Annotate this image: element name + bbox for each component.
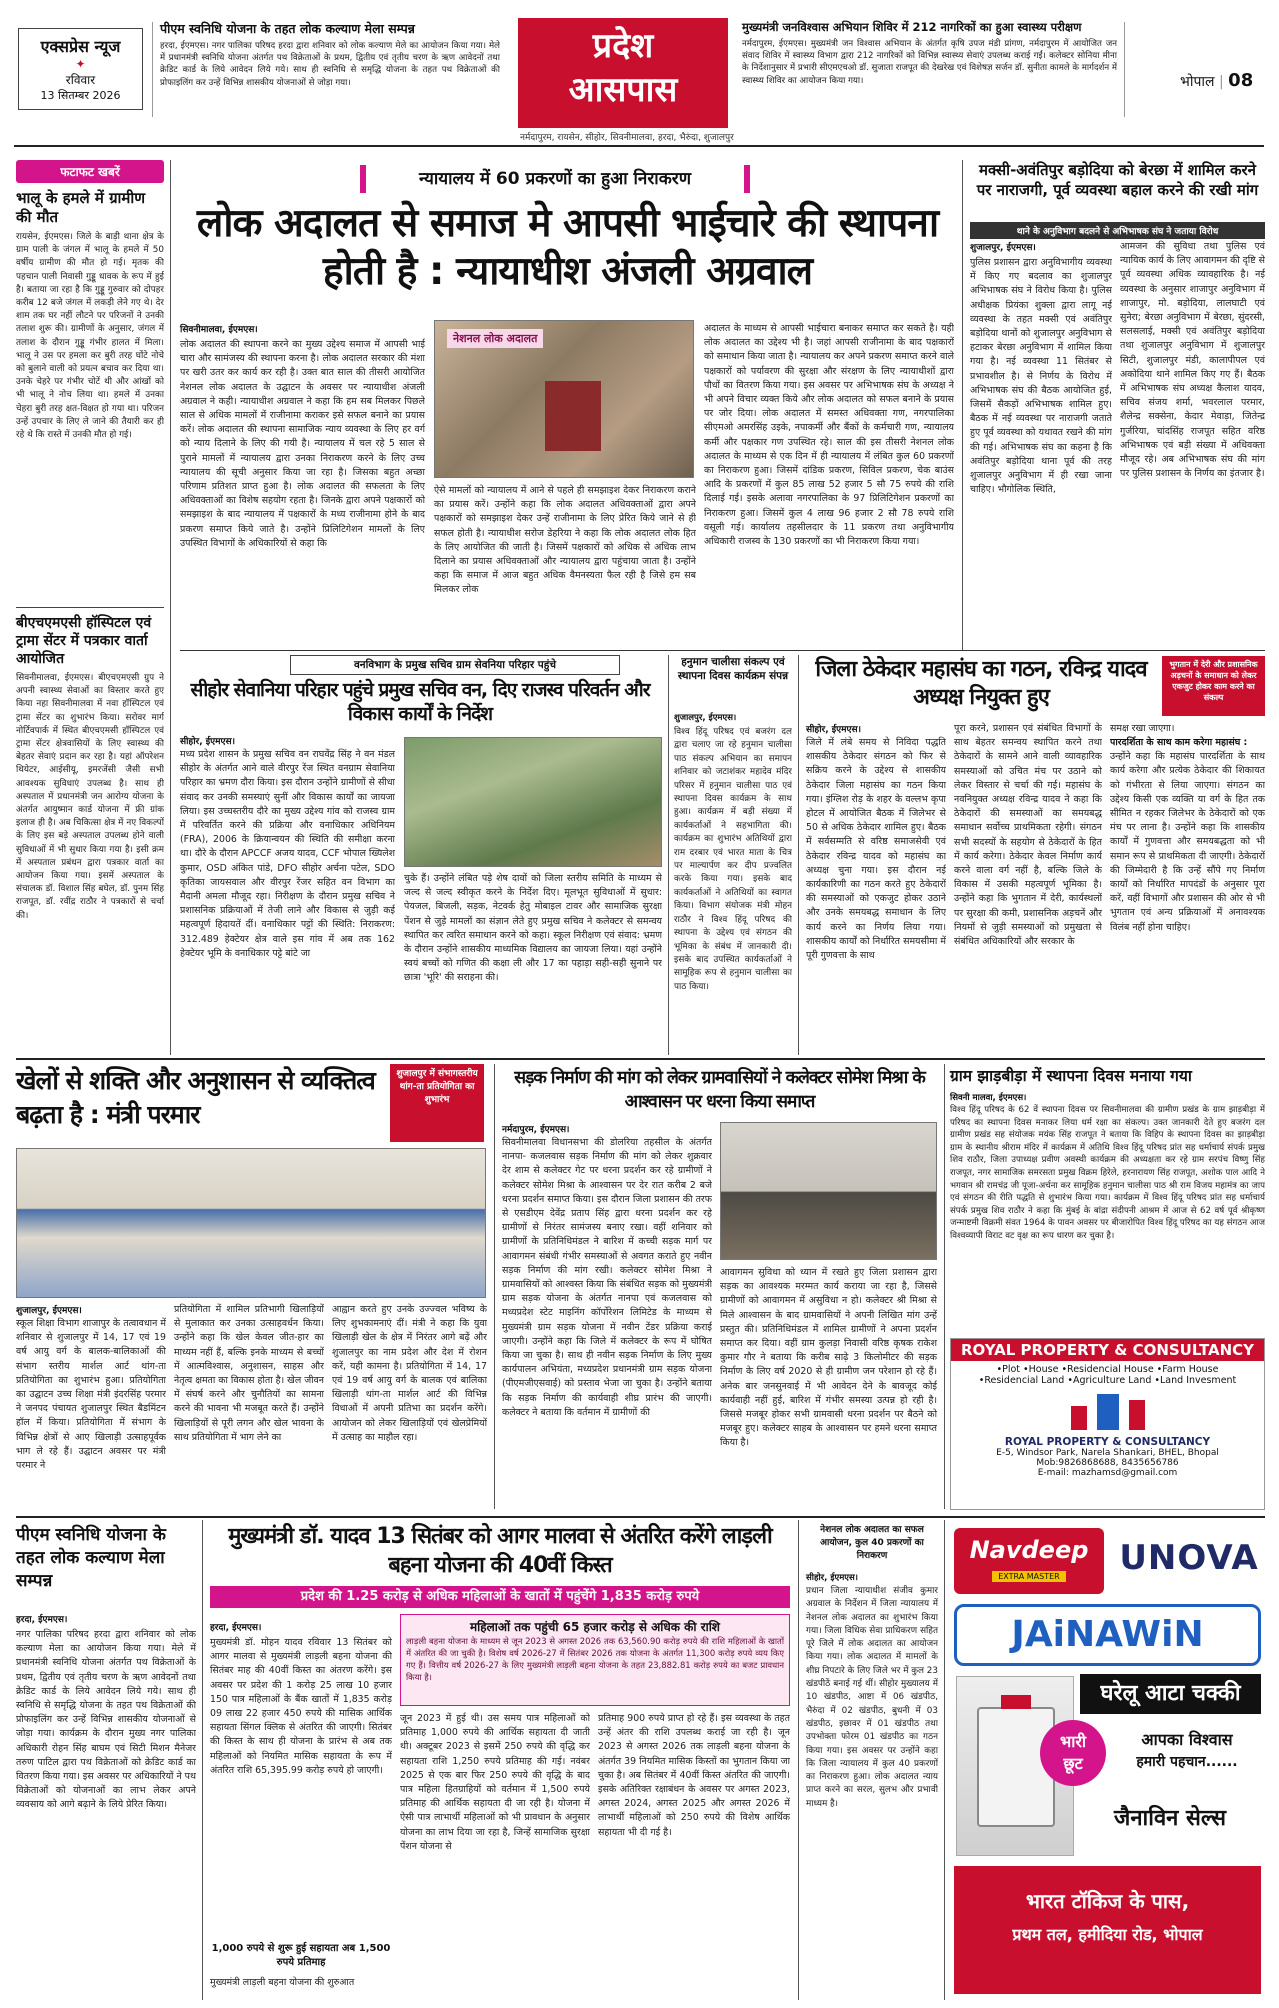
- khel-headline[interactable]: खेलों से शक्ति और अनुशासन से व्यक्तित्व बढ़ता है : मंत्री परमार: [16, 1066, 375, 1129]
- svanidhi-text: नगर पालिका परिषद हरदा द्वारा शनिवार को लोक कल्याण मेला का आयोजन किया गया। मेले में प्रधानमंत्री स्वनिधि योजना अंतर्गत पथ विक्रेताओं के प्रथम, द्वितीय एवं तृतीय चरण के ऋण आवेदनों तथा क्रेडिट कार्ड के लिये आवेदन लिये गये। साथ ही स्वनिधि से समृद्धि योजना के तहत पथ विक्रेताओं की प्रोफाइलिंग कर उन्हें विभिन्न शासकीय योजनाओं से जोड़ा गया। कार्यक्रम के दौरान मुख्य नगर पालिका अधिकारी रोहन सिंह बाघम एवं सिटी मिशन मैनेजर तरुण पाटिल द्वारा पथ विक्रेताओं को क्रेडिट कार्ड का वितरण किया गया। इस अवसर पर अधिकारियों ने पथ विक्रेताओं को योजनाओं का लाभ लेकर अपने व्यवसाय को आगे बढ़ाने के लिये प्रेरित किया।: [16, 1629, 196, 1811]
- lokadalat-kicker[interactable]: नेशनल लोक अदालत का सफल आयोजन, कुल 40 प्रकरणों का निराकरण: [820, 1525, 924, 1561]
- lokadalat-text: प्रधान जिला न्यायाधीश संजीव कुमार अग्रवाल के निर्देशन में जिला न्यायालय में नेशनल लोक अदालत का शुभारंभ किया गया। जिला विधिक सेवा प्राधिकरण सहित पूरे जिले में लोक अदालत का आयोजन किया गया। लोक अदालत में मामलों के शीघ्र निपटारे के लिए जिले भर में कुल 23 खंडपीठें बनाई गई थीं। सीहोर मुख्यालय में 10 खंडपीठ, आष्टा में 06 खंडपीठ, भैरुंदा में 02 खंडपीठ, बुधनी में 03 खंडपीठ, इछावर में 01 खंडपीठ तथा उपभोक्ता फोरम 01 खंडपीठ का गठन किया गया। इस अवसर पर उन्होंने कहा कि जिला न्यायालय में कुल 40 प्रकरणों का निराकरण हुआ। लोक अदालत न्याय प्राप्त करने का सरल, सुलभ और प्रभावी माध्यम है।: [806, 1586, 938, 1809]
- thekedar-col3-intro: समक्ष रखा जाएगा।: [1110, 723, 1175, 734]
- lead-kicker-text: न्यायालय में 60 प्रकरणों का हुआ निराकरण: [419, 169, 691, 189]
- ladli-highlight: [400, 1614, 790, 1706]
- ladli-col3: प्रतिमाह 900 रुपये प्राप्त हो रहे हैं। इस व्यवस्था के तहत उन्हें अंतर की राशि उपलब्ध कराई जा रही है। जून 2023 से अगस्त 2026 तक लाड़ली बहना योजना के अंतर्गत 39 नियमित मासिक किस्तों का भुगतान किया जा चुका है। अब सितंबर में 40वीं किस्त अंतरित की जाएगी। इसके अतिरिक्त रक्षाबंधन के अवसर पर अगस्त 2023, अगस्त 2024, अगस्त 2025 और अगस्त 2026 में लाभार्थी महिलाओं को 250 रुपये की विशेष आर्थिक सहायता भी दी गई है।: [598, 1713, 790, 1838]
- jhadbeeda-headline[interactable]: ग्राम झाड़बीड़ा में स्थापना दिवस मनाया गया: [950, 1067, 1192, 1085]
- masthead-brand: [18, 28, 143, 110]
- sadak-col1: सिवनीमालवा विधानसभा की डोलरिया तहसील के अंतर्गत नानपा- कजलवास सड़क निर्माण की मांग को लेकर शुक्रवार देर शाम से कलेक्टर गेट पर धरना प्रदर्शन कर रहे ग्रामीणों ने कलेक्टर सोमेश मिश्रा के आश्वासन पर देर रात करीब 2 बजे धरना प्रदर्शन समाप्त किया। इस दौरान जिला प्रशासन की तरफ से एसडीएम देवेंद्र प्रताप सिंह द्वारा धरना प्रदर्शन कर रहे ग्रामीणों से निरंतर सामंजस्य बनाए रखा। वहीं शनिवार को ग्रामीणों के प्रतिनिधिमंडल ने बारिश में कच्ची सड़क मार्ग पर आवागमन संबंधी गंभीर समस्याओं से अवगत कराते हुए नवीन सड़क निर्माण की मांग रखी। कलेक्टर सोमेश मिश्रा ने ग्रामवासियों को आश्वस्त किया कि संबंधित सड़क को मुख्यमंत्री ग्राम सड़क योजना के अंतर्गत नानपा एवं कजलवास को मध्यप्रदेश स्टेट माइनिंग कॉर्पोरेशन लिमिटेड के माध्यम से मुख्यमंत्री ग्राम सड़क योजना में नवीन टेंडर प्रक्रिया कराई जाएगी। उन्होंने कहा कि जिले में कलेक्टर के रूप में घोषित किया जा चुका है। साथ ही नवीन सड़क निर्माण के लिए मुख्य कार्यपालन अभियंता, मध्यप्रदेश प्रधानमंत्री ग्राम सड़क योजना (पीएमजीएसवाई) को प्रस्ताव भेजा जा चुका है। उन्होंने बताया कि सड़क निर्माण की कार्यवाही शीघ्र प्रारंभ की जाएगी। कलेक्टर ने बताया कि वर्तमान में ग्रामीणों की: [502, 1137, 712, 1418]
- lead-headline[interactable]: लोक अदालत से समाज मे आपसी भाईचारे की स्थापना होती है : न्यायाधीश अंजली अग्रवाल: [196, 201, 939, 294]
- thekedar-col1: जिले में लंबे समय से निविदा पद्धति शासकीय ठेकेदार संगठन को फिर से सक्रिय करने के उद्देश्य से शासकीय ठेकेदार जिला महासंघ का गठन किया गया। इंग्लिश रोड़ के शहर के वल्लभ कृपा होटल में आयोजित बैठक में जिलेभर से 50 से अधिक ठेकेदार शामिल हुए। बैठक में सर्वसम्मति से वरिष्ठ समाजसेवी एवं ठेकेदार रविन्द्र यादव को महासंघ का अध्यक्ष चुना गया। इस दौरान नई कार्यकारिणी का गठन करते हुए ठेकेदारों की समस्याओं को एकजुट होकर उठाने और उनके समयबद्ध समाधान के लिए कार्य करने का निर्णय लिया गया। शासकीय कार्यों को निर्धारित समयसीमा में पूरी गुणवत्ता के साथ: [806, 737, 946, 962]
- ladli-highlight-text: लाड़ली बहना योजना के माध्यम से जून 2023 से अगस्त 2026 तक 63,560.90 करोड़ रुपये की राशि महिलाओं के खातों में अंतरित की जा चुकी है। विशेष वर्ष 2026-27 में सितंबर 2026 तक योजना के अंतर्गत 11,300 करोड़ रुपये व्यय किए गए हैं। वित्तीय वर्ष 2026-27 के लिए मुख्यमंत्री लाड़ली बहना योजना के तहत 23,882.81 करोड़ रुपये का बजट प्रावधान किया है।: [406, 1636, 784, 1682]
- thekedar-col2: पूरा करने, प्रशासन एवं संबंधित विभागों के साथ बेहतर समन्वय स्थापित करने तथा ठेकेदारों के सामने आने वाली व्यावहारिक समस्याओं को उचित मंच पर उठाने को लेकर विस्तार से चर्चा की गई। महासंघ के नवनियुक्त अध्यक्ष रविन्द्र यादव ने कहा कि ठेकेदारों की समस्याओं का समयबद्ध समाधान सर्वोच्च प्राथमिकता रहेगी। संगठन सभी सदस्यों के सहयोग से ठेकेदारों के हित में कार्य करेगा। ठेकेदार केवल निर्माण कार्य करने वाला वर्ग नहीं है, बल्कि जिले के विकास में उसकी महत्वपूर्ण भूमिका है। उन्होंने कहा कि भुगतान में देरी, कार्यस्थलों पर सुरक्षा की कमी, प्रशासनिक अड़चनें और नियमों से जुड़ी समस्याओं को प्रमुखता से संबंधित अधिकारियों और सरकार के: [954, 723, 1102, 948]
- khel-photo: [16, 1148, 486, 1298]
- thekedar-headline[interactable]: जिला ठेकेदार महासंघ का गठन, रविन्द्र यादव अध्यक्ष नियुक्त हुए: [815, 657, 1147, 710]
- fatafat-label: फटाफट खबरें: [16, 160, 164, 183]
- navdeep-name: Navdeep: [969, 1536, 1089, 1564]
- sehore-headline[interactable]: सीहोर सेवानिया परिहार पहुंचे प्रमुख सचिव वन, दिए राजस्व परिवर्तन और विकास कार्यों के निर्देश: [190, 679, 650, 725]
- masthead: [0, 0, 1279, 143]
- jainawin-logo: JAiNAWiN: [954, 1604, 1261, 1666]
- ornament-icon: ✦: [75, 57, 86, 71]
- ladli-dateline: हरदा, ईएमएस।: [210, 1623, 262, 1633]
- shujalpur-col2: आमजन की सुविधा तथा पुलिस एवं न्यायिक कार्य के लिए आवागमन की दृष्टि से पूर्व व्यवस्था अधिक व्यावहारिक है। नई व्यवस्था के अनुसार शाजापुर अनुविभाग में शाजापुर, मो. बड़ोदिया, लालघाटी एवं सुनेरा; बेरछा अनुविभाग में बेरछा, सुंदरसी, सलसलाई, मक्सी एवं अवंतिपुर बड़ोदिया तथा शुजालपुर अनुविभाग में शुजालपुर सिटी, शुजालपुर मंडी, कालापीपल एवं अकोदिया थाने शामिल किए गए हैं। बैठक में अभिभाषक संघ अध्यक्ष कैलाश यादव, सचिव संजय शर्मा, भवरलाल परमार, शैलेन्द्र सक्सेना, केदार मेवाड़ा, जितेन्द्र गुर्जरिया, चांदसिंह राजपूत सहित वरिष्ठ अभिभाषक एवं बड़ी संख्या में अधिवक्ता मौजूद रहे। अब अभिभाषक संघ की मांग पर पुलिस प्रशासन के निर्णय का इंतजार है।: [1120, 241, 1265, 480]
- districts-line: नर्मदापुरम, रायसेन, सीहोर, सिवनीमालवा, हरदा, भैरुंदा, शुजालपुर: [520, 133, 734, 143]
- sehore-kicker: वनविभाग के प्रमुख सचिव ग्राम सेवनिया परिहार पहुंचे: [290, 655, 620, 675]
- ladli-col1: मुख्यमंत्री डॉ. मोहन यादव रविवार 13 सितंबर को आगर मालवा से मुख्यमंत्री लाड़ली बहना योजना की सितंबर माह की 40वीं किस्त का अंतरण करेंगे। इस अवसर पर प्रदेश की 1 करोड़ 25 लाख 10 हजार 150 पात्र महिलाओं के बैंक खातों में 1,835 करोड़ 09 लाख 22 हजार 450 रुपये की मासिक आर्थिक सहायता सिंगल क्लिक से अंतरित की जाएगी। सितंबर की किस्त के साथ ही योजना के प्रारंभ से अब तक महिलाओं को नियमित मासिक सहायता के रूप में अंतरित राशि 65,395.99 करोड़ रुपये हो जाएगी।: [210, 1637, 392, 1776]
- section-title-2: आसपास: [568, 70, 678, 110]
- atta-chakki-banner: घरेलू आटा चक्की: [1080, 1674, 1261, 1714]
- khel-col3: आह्वान करते हुए उनके उज्ज्वल भविष्य के लिए शुभकामनाएं दीं। मंत्री ने कहा कि युवा खिलाड़ी खेल के क्षेत्र में निरंतर आगे बढ़ें और शुजालपुर का नाम प्रदेश और देश में रोशन करें, यही कामना है। प्रतियोगिता में 14, 17 एवं 19 वर्ष आयु वर्ग के बालक एवं बालिका खिलाड़ी थांग-ता मार्शल आर्ट की विभिन्न विधाओं में अपनी प्रतिभा का प्रदर्शन करेंगे। आयोजन को लेकर खिलाड़ियों एवं खेलप्रेमियों में उत्साह का माहौल रहा।: [332, 1304, 487, 1443]
- ladli-col2: जून 2023 में हुई थी। उस समय पात्र महिलाओं को प्रतिमाह 1,000 रुपये की आर्थिक सहायता दी जाती थी। अक्टूबर 2023 से इसमें 250 रुपये की वृद्धि कर सहायता राशि 1,250 रुपये प्रतिमाह की गई। नवंबर 2025 से एक बार फिर 250 रुपये की वृद्धि के बाद पात्र महिला हितग्राहियों को वर्तमान में 1,500 रुपये प्रतिमाह की आर्थिक सहायता दी जा रही है। योजना में ऐसी पात्र लाभार्थी महिलाओं को भी प्रावधान के अनुसार योजना का लाभ दिया जा रहा है, जिन्हें सामाजिक सुरक्षा पेंशन योजना से: [400, 1713, 590, 1852]
- royal-ad-mob: Mob:9826868688, 8435656786: [1036, 1458, 1179, 1468]
- royal-ad-services2: •Residencial Land •Agriculture Land •Land Invesment: [978, 1375, 1237, 1386]
- ladli-col1-sub: 1,000 रुपये से शुरू हुई सहायता अब 1,500 रुपये प्रतिमाह: [211, 1943, 391, 1968]
- section-title-1: प्रदेश: [592, 26, 654, 66]
- ladli-headline[interactable]: मुख्यमंत्री डॉ. यादव 13 सितंबर को आगर मालवा से अंतरित करेंगे लाड़ली बहना योजना की 40वीं किस्त: [228, 1524, 772, 1578]
- thekedar-dateline: सीहोर, ईएमएस।: [806, 725, 862, 735]
- trust-line2: हमारी पहचान......: [1136, 1754, 1238, 1770]
- shujalpur-col1: पुलिस प्रशासन द्वारा अनुविभागीय व्यवस्था में किए गए बदलाव का शुजालपुर अभिभाषक संघ ने विरोध किया है। पुलिस अधीक्षक प्रियंका शुक्ला द्वारा लागू नई व्यवस्था के तहत मक्सी एवं अवंतिपुर बड़ोदिया थानों को शुजालपुर अनुविभाग से हटाकर बेरछा अनुविभाग में शामिल किया गया है। नई व्यवस्था 11 सितंबर से प्रभावशील है। से निर्णय के विरोध में अभिभाषक संघ की बैठक आयोजित हुई, जिसमें सैकड़ों अभिभाषक शामिल हुए। बैठक में नई व्यवस्था पर नाराजगी जताते हुए पूर्व व्यवस्था को यथावत रखने की मांग की गई। अभिभाषक संघ का कहना है कि अवंतिपुर बड़ोदिया थाना पूर्व की तरह शुजालपुर अनुविभाग में ही रखा जाना चाहिए। भौगोलिक स्थिति,: [970, 257, 1112, 496]
- sehore-dateline: सीहोर, ईएमएस।: [180, 737, 236, 747]
- shujalpur-subhead: थाने के अनुविभाग बदलने से अभिभाषक संघ ने जताया विरोध: [970, 222, 1265, 239]
- masthead-date: 13 सितम्बर 2026: [40, 89, 121, 102]
- shujalpur-headline[interactable]: मक्सी-अवंतिपुर बड़ोदिया को बेरछा में शामिल करने पर नाराजगी, पूर्व व्यवस्था बहाल करने की रखी मांग: [976, 161, 1259, 199]
- lead-photo-banner: नेशनल लोक अदालत: [447, 329, 543, 348]
- fatafat-story1-text: रायसेन, ईएमएस। जिले के बाड़ी थाना क्षेत्र के ग्राम पाली के जंगल में भालू के हमले में 50 वर्षीय ग्रामीण की मौत हो गई। मृतक की पहचान पाली निवासी गुड्डू धावक के रूप में हुई है। बताया जा रहा है कि गुड्डू गुरुवार को दोपहर करीब 12 बजे जंगल में लकड़ी लेने गए थे। देर शाम तक घर नहीं लौटने पर परिजनों ने उनकी तलाश शुरू की। ग्रामीणों के अनुसार, जंगल में तलाश के दौरान गुड्डू गंभीर हालत में मिला। भालू ने उस पर हमला कर बुरी तरह घोंटे नोचे को बुलाने वाली को प्रयत्न बचाव कर दिया था। उनके चेहरे पर गंभीर चोटें थी और आंखों को भी भालू ने नोच लिया था। हमले में उनका चेहरा बुरी तरह क्षत-विक्षत हो गया था। परिजन उन्हें उपचार के लिए ले जाने की तैयारी कर ही रहे थे कि रास्ते में उनकी मौत हो गई।: [16, 232, 164, 441]
- ladli-col1-tail: मुख्यमंत्री लाड़ली बहना योजना की शुरुआत: [210, 1977, 355, 1988]
- royal-ad-email: E-mail: mazhamsd@gmail.com: [1037, 1468, 1178, 1478]
- page-folio: भोपाल | 08: [1180, 70, 1254, 91]
- left-teaser-title[interactable]: पीएम स्वनिधि योजना के तहत लोक कल्याण मेला सम्पन्न: [160, 21, 415, 36]
- jainawin-ad[interactable]: [950, 1522, 1265, 2000]
- royal-ad-address: E-5, Windsor Park, Narela Shankari, BHEL, Bhopal: [996, 1448, 1219, 1458]
- shop-addr2: प्रथम तल, हमीदिया रोड, भोपाल: [1012, 1925, 1203, 1944]
- sehore-photo: [404, 737, 662, 867]
- thekedar-col3-wrap: [1110, 722, 1265, 1050]
- offer-line2: छूट: [1063, 1754, 1083, 1773]
- fatafat-column: [16, 160, 164, 1055]
- jhadbeeda-text: विश्व हिंदू परिषद के 62 वें स्थापना दिवस पर सिवनीमालवा की ग्रामीण प्रखंड के ग्राम झाड़बीड़ा में परिषद का स्थापना दिवस मनाकर लिया धर्म रक्षा का संकल्प। उक्त जानकारी देते हुए बजरंग दल ग्रामीण प्रखंड सह संयोजक मयंक सिंह राजपूत ने बताया कि विहिप के स्थापना दिवस का झाड़बीड़ा ग्राम के स्थानीय श्रीराम मंदिर में कार्यक्रम में अतिथि विश्व हिंदू परिषद प्रांत सह धर्माचार्य संपर्क प्रमुख शिव राठौर, जिला उपाध्यक्ष प्रवीण अवस्थी कार्यक्रम की अध्यक्षता कर रहे ग्राम सरपंच विष्णु सिंह राजपूत, नगर सामाजिक समरसता प्रमुख विक्रम हिरेले, हरनारायण सिंह राजपूत, अशोक पाल आदि ने भगवान श्री रामचंद्र जी पूजा-अर्चना कर सामूहिक हनुमान चालीसा पाठ श्री राम विजय महामंत्र का जाप एवं संगठन की रीति पद्धति से शुभारंभ किया गया। कार्यक्रम में विश्व हिंदू परिषद प्रांत सह धर्माचार्य संपर्क प्रमुख शिव राठौर ने कहा कि मुंबई के बांद्रा संदीपनी आश्रम में आज से 62 वर्ष पूर्व श्रीकृष्ण जन्माष्टमी विक्रमी संवत 1964 के पावन अवसर पर बीजारोपित विश्व हिंदू परिषद का यह संगठन आज विश्वव्यापी विराट वट वृक्ष का रूप धारण कर चुका है।: [950, 1105, 1265, 1241]
- ladli-pink-bar: प्रदेश की 1.25 करोड़ से अधिक महिलाओं के खातों में पहुंचेंगे 1,835 करोड़ रुपये: [210, 1586, 790, 1608]
- fatafat-story2-title[interactable]: बीएचएमएसी हॉस्पिटल एवं ट्रामा सेंटर में पत्रकार वार्ता आयोजित: [16, 615, 152, 667]
- shop-addr1: भारत टॉकिज के पास,: [1025, 1889, 1190, 1913]
- sadak-headline[interactable]: सड़क निर्माण की मांग को लेकर ग्रामवासियों ने कलेक्टर सोमेश मिश्रा के आश्वासन पर धरना किया समाप्त: [514, 1068, 925, 1112]
- lead-col2: ऐसे मामलों को न्यायालय में आने से पहले ही समझाइश देकर निराकरण कराने का प्रयास करें। उन्होंने कहा कि लोक अदालत अधिवक्ताओं द्वारा अपने पक्षकारों को समझाइश देकर उन्हें राजीनामा के लिए प्रेरित किये जाने से ही सफल होती है। न्यायाधीश सरोज डेहरिया ने कहा कि लोक अदालत लोक हित के लिए आयोजित की जाती है। जिसमें पक्षकारों को अधिक से अधिक लाभ दिलाने का प्रयास अधिवक्ताओं और न्यायालय द्वारा पहुंचाया जाता है। उन्होंने कहा कि समाज में आज बहुत अधिक वैमनस्यता फैल रही है जिसे हम सब मिलकर लोक: [434, 485, 696, 596]
- hanuman-kicker[interactable]: हनुमान चालीसा संकल्प एवं स्थापना दिवस कार्यक्रम संपन्न: [677, 656, 789, 682]
- royal-ad-name: ROYAL PROPERTY & CONSULTANCY: [1004, 1436, 1211, 1448]
- svanidhi-headline[interactable]: पीएम स्वनिधि योजना के तहत लोक कल्याण मेला सम्पन्न: [16, 1525, 166, 1591]
- lead-dateline: सिवनीमालवा, ईएमएस।: [180, 325, 258, 335]
- lead-col1: लोक अदालत की स्थापना करने का मुख्य उद्देश्य समाज में आपसी भाई चारा और सामंजस्य की स्थापना करना है। लोक अदालत सरकार की मंशा पर खरी उतर कर कार्य कर रही है। उक्त बात साल की तीसरी आयोजित नेशनल लोक अदालत के उद्घाटन के अवसर पर न्यायाधीश अंजली अग्रवाल ने कही। न्यायाधीश अग्रवाल ने कहा कि हम सब मिलकर पिछले साल से अधिक मामलों में राजीनामा कराकर इसे सफल बनाने का प्रयास करें। लोक अदालत की स्थापना सामाजिक न्याय व्यवस्था के लिए हर वर्ग को न्याय दिलाने के लिए की गयी है। न्यायालय में चल रहे 5 साल से पुराने मामलों में न्यायालय द्वारा उनका निराकरण करने के लिए उच्च न्यायालय की सूची अनुसार किया जा रहा है। जिसका बहुत अच्छा परिणाम प्रतिशत प्राप्त हुआ है। लोक अदालत की सफलता के लिए अधिवक्ताओं का विशेष सहयोग रहता है। जिनके द्वारा अपने पक्षकारों को समझाइश के बाद न्यायालय में पक्षकारों के मध्य राजीनामा होने के बाद प्रकरण समाप्त किये जाते है। उन्होंने प्रिलिटिगेशन मामलों के लिए उपस्थित विभागों के अधिकारियों से कहा कि: [180, 339, 425, 549]
- lead-col3: अदालत के माध्यम से आपसी भाईचारा बनाकर समाप्त कर सकते है। यही लोक अदालत का उद्देश्य भी है। जहां आपसी राजीनामा के बाद पक्षकारों को समाधान किया जाता है। न्यायालय कर अपने प्रकरण समाप्त करने वाले पक्षकारों को पर्यावरण की सुरक्षा और संरक्षण के लिए न्यायाधीशों द्वारा पौधों का वितरण किया गया। इस अवसर पर अभिभाषक संघ के अध्यक्ष ने भी अपने विचार व्यक्त किये और लोक अदालत को सफल बनाने के प्रयास पर जोर दिया। लोक अदालत में समस्त अधिवक्ता गण, नगरपालिका सीएमओ अमरसिंह उइके, नपाकर्मी और बैंकों के कर्मचारी गण, न्यायालय कर्मी और पक्षकार गण उपस्थित रहे। साल की इस तीसरी नेशनल लोक अदालत के माध्यम से एक दिन में ही न्यायालय में लंबित कुल 60 प्रकरणों का निराकरण हुआ। जिसमें दांडिक प्रकरण, सिविल प्रकरण, चेक बाउंस आदि के प्रकरणों में कुल 85 लाख 52 हजार 5 सौ 75 रुपये की राशि दिलाई गई। इसके अलावा नगरपालिका के 97 प्रिलिटिगेशन प्रकरणों का निराकरण हुआ। जिसमें कुल 4 लाख 96 हजार 2 सौ 78 रुपये राशि वसूली गई। कार्यालय तहसीलदार के 11 प्रकरण तथा अनुविभागीय अधिकारी राजस्व के 130 प्रकरणों का भी निराकरण किया गया।: [704, 323, 954, 548]
- sadak-photo: [720, 1122, 937, 1260]
- unova-logo: UNOVA: [1119, 1538, 1259, 1578]
- masthead-day: रविवार: [65, 73, 96, 87]
- right-teaser: [742, 20, 1117, 120]
- svanidhi-dateline: हरदा, ईएमएस।: [16, 1615, 68, 1625]
- sadak-dateline: नर्मदापुरम, ईएमएस।: [502, 1125, 570, 1135]
- trust-line1: आपका विश्वास: [1141, 1730, 1233, 1749]
- section-logo: [518, 18, 728, 128]
- shop-name: जैनाविन सेल्स: [1114, 1806, 1226, 1831]
- khel-badge: शुजालपुर में संभागस्तरीय थांग-ता प्रतियोगिता का शुभारंभ: [390, 1064, 484, 1142]
- right-teaser-text: नर्मदापुरम, ईएमएस। मुख्यमंत्री जन विश्वास अभियान के अंतर्गत कृषि उपज मंडी प्रांगण, नर्मदापुरम में आयोजित जन संवाद शिविर में स्वास्थ्य विभाग द्वारा 212 नागरिकों को विभिन्न स्वास्थ्य सेवाएं उपलब्ध कराई गईं। कलेक्टर सोनिया मीना के निर्देशानुसार में प्रभारी सीएमएचओ डॉ. सुजाता राजपूत की देखरेख एवं विशेषज्ञ सर्जन डॉ. सुनीता कामले के मार्गदर्शन में स्वास्थ्य शिविर का आयोजन किया गया।: [742, 39, 1117, 86]
- sehore-col1: मध्य प्रदेश शासन के प्रमुख सचिव वन राघवेंद्र सिंह ने वन मंडल सीहोर के अंतर्गत आने वाले वीरपुर रेंज स्थित वनग्राम सेवानिया परिहार का भ्रमण दौरा किया। इस दौरान उन्होंने ग्रामीणों से सीधा संवाद कर उनकी समस्याएं सुनीं और विकास कार्यों का जायजा लिया। इस उच्चस्तरीय दौरे का मुख्य उद्देश्य गांव को राजस्व ग्राम में परिवर्तित करने की प्रक्रिया और वनाधिकार अधिनियम (FRA), 2006 के क्रियान्वयन की स्थिति की समीक्षा करना था। दौरे के दौरान APCCF अजय यादव, CCF भोपाल ख्यिलेश कुमार, OSD अंकित पांडे, DFO सीहोर अर्चना पटेल, SDO कृतिका जायसवाल और वीरपुर रेंजर सहित वन विभाग का मैदानी अमला मौजूद रहा। निरीक्षण के दौरान प्रमुख सचिव ने प्रशासनिक प्रक्रियाओं में तेजी लाने और विकास से जुड़ी कई महत्वपूर्ण हिदायतें दीं। वनाधिकार पट्टों की स्थिति: निराकरण: 312.489 हेक्टेयर क्षेत्र वाले इस गांव में अब तक 162 हेक्टेयर भूमि के वनाधिकार पट्टे बांटे जा: [180, 749, 395, 959]
- thekedar-col3: उन्होंने कहा कि महासंघ पारदर्शिता के साथ कार्य करेगा और प्रत्येक ठेकेदार की शिकायत को गंभीरता से लिया जाएगा। संगठन का उद्देश्य किसी एक व्यक्ति या वर्ग के हित तक सीमित न रहकर जिलेभर के ठेकेदारों को एक मंच पर लाना है। उन्होंने कहा कि शासकीय कार्यों में गुणवत्ता और समयबद्धता को भी समान रूप से प्राथमिकता दी जाएगी। ठेकेदारों की जिम्मेदारी है कि उन्हें सौंपे गए निर्माण कार्यों को निर्धारित मापदंडों के अनुसार पूरा करें, वहीं विभागों और प्रशासन की ओर से भी भुगतान एवं अन्य प्रक्रियाओं में अनावश्यक विलंब नहीं होना चाहिए।: [1110, 751, 1265, 933]
- royal-ad-services1: •Plot •House •Residencial House •Farm House: [996, 1364, 1219, 1375]
- paper-name: एक्सप्रेस न्यूज: [40, 37, 121, 56]
- lead-photo: [434, 320, 694, 478]
- hanuman-text: विश्व हिंदू परिषद एवं बजरंग दल द्वारा चलाए जा रहे हनुमान चालीसा पाठ संकल्प अभियान का समापन शनिवार को जटाशंकर महादेव मंदिर परिसर में हनुमान चालीसा पाठ एवं स्थापना दिवस कार्यक्रम के साथ हुआ। कार्यक्रम में बड़ी संख्या में कार्यकर्ताओं ने सहभागिता की। कार्यक्रम का शुभारंभ अतिथियों द्वारा राम दरबार एवं भारत माता के चित्र पर माल्यार्पण कर दीप प्रज्वलित करके किया गया। इसके बाद कार्यकर्ताओं ने अतिथियों का स्वागत किया। विभाग संयोजक मंत्री मोहन राठौर ने विश्व हिंदू परिषद की स्थापना के उद्देश्य एवं संगठन की भूमिका के संबंध में जानकारी दी। इसके बाद उपस्थित कार्यकर्ताओं ने सामूहिक रूप से हनुमान चालीसा का पाठ किया।: [674, 727, 792, 992]
- sadak-col2: आवागमन सुविधा को ध्यान में रखते हुए जिला प्रशासन द्वारा सड़क का आवश्यक मरम्मत कार्य कराया जा रहा है, जिससे ग्रामीणों को आवागमन में असुविधा न हो। कलेक्टर श्री मिश्रा से मिले आश्वासन के बाद ग्रामवासियों ने अपनी लिखित मांग उन्हें प्रस्तुत की। प्रतिनिधिमंडल में शामिल ग्रामीणों ने अपना प्रदर्शन समाप्त कर दिया। वहीं ग्राम कुलड़ा निवासी वरिष्ठ कृषक राकेश कुमार गौर ने बताया कि करीब साढ़े 3 किलोमीटर की सड़क निर्माण के लिए वर्ष 2020 से ही ग्रामीण जन परेशान हो रहे हैं। अनेक बार जनसुनवाई में भी आवेदन देने के बावजूद कोई कार्यवाही नहीं हुई, बारिश में गंभीर समस्या उत्पन्न हो रही है। जिससे मजबूर होकर सभी ग्रामवासी धरना प्रदर्शन पर बैठने को मजबूर हुए। कलेक्टर साहब के आश्वासन पर हमने धरना समाप्त किया है।: [720, 1267, 937, 1449]
- khel-dateline: शुजालपुर, ईएमएस।: [16, 1306, 82, 1316]
- lokadalat-dateline: सीहोर, ईएमएस।: [806, 1573, 858, 1583]
- lead-kicker: [360, 165, 750, 193]
- navdeep-sub: EXTRA MASTER: [992, 1571, 1065, 1582]
- offer-badge: [1040, 1720, 1106, 1786]
- left-teaser: [160, 20, 500, 120]
- khel-col2: प्रतियोगिता में शामिल प्रतिभागी खिलाड़ियों से मुलाकात कर उनका उत्साहवर्धन किया। उन्होंने कहा कि खेल केवल जीत-हार का माध्यम नहीं हैं, बल्कि इनके माध्यम से बच्चों में आत्मविश्वास, अनुशासन, साहस और नेतृत्व क्षमता का विकास होता है। खेल जीवन में संघर्ष करने और चुनौतियों का सामना करने की भावना भी मजबूत करते हैं। उन्होंने खिलाड़ियों से पूरी लगन और खेल भावना के साथ प्रतियोगिता में भाग लेने का: [174, 1304, 324, 1443]
- hanuman-dateline: शुजालपुर, ईएमएस।: [674, 713, 737, 723]
- jhadbeeda-dateline: सिवनी मालवा, ईएमएस।: [950, 1093, 1027, 1103]
- navdeep-logo: [954, 1528, 1104, 1594]
- page-number: 08: [1228, 70, 1254, 91]
- royal-property-ad[interactable]: [950, 1338, 1265, 1510]
- sehore-col2: चुके हैं। उन्होंने लंबित पड़े शेष दावों को जिला स्तरीय समिति के माध्यम से जल्द से जल्द स्वीकृत करने के निर्देश दिए। मूलभूत सुविधाओं में सुधार: पेयजल, बिजली, सड़क, नेटवर्क हेतु मोबाइल टावर और सामाजिक सुरक्षा पेंशन से जुड़े मामलों का संज्ञान लेते हुए प्रमुख सचिव ने कलेक्टर से समन्वय स्थापित कर त्वरित समाधान करने को कहा। स्कूल निरीक्षण एवं संवाद: भ्रमण के दौरान उन्होंने शासकीय माध्यमिक विद्यालय का जायजा लिया। यहां उन्होंने स्वयं बच्चों को गणित की कक्षा ली और 17 का पहाड़ा सही-सही सुनाने पर छात्रा 'भूरि' की सराहना की।: [404, 873, 662, 984]
- shujalpur-dateline: शुजालपुर, ईएमएस।: [970, 243, 1036, 253]
- thekedar-badge: भुगतान में देरी और प्रशासनिक अड़चनों के समाधान को लेकर एकजुट होकर काम करने का संकल्प: [1162, 656, 1265, 716]
- thekedar-col3-sub: पारदर्शिता के साथ काम करेगा महासंघ :: [1110, 737, 1248, 749]
- khel-col1: स्कूल शिक्षा विभाग शाजापुर के तत्वावधान में शनिवार से शुजालपुर में 14, 17 एवं 19 वर्ष आयु वर्ग के बालक-बालिकाओं की संभाग स्तरीय मार्शल आर्ट थांग-ता प्रतियोगिता का शुभारंभ हुआ। प्रतियोगिता का उद्घाटन उच्च शिक्षा मंत्री इंदरसिंह परमार ने जनपद पंचायत शुजालपुर स्थित बैडमिंटन हॉल में किया। प्रतियोगिता में संभाग के विभिन्न क्षेत्रों से आए खिलाड़ी उत्साहपूर्वक भाग ले रहे हैं। उद्घाटन अवसर पर मंत्री परमार ने: [16, 1318, 166, 1472]
- fatafat-story1-title[interactable]: भालू के हमले में ग्रामीण की मौत: [16, 189, 146, 226]
- shop-address: [954, 1866, 1261, 1994]
- fatafat-story2-text: सिवनीमालवा, ईएमएस। बीएचएमएसी ग्रुप ने अपनी स्वास्थ्य सेवाओं का विस्तार करते हुए किया नहा सिवनीमालवा में नवा हॉस्पिटल एवं ट्रामा सेंटर का शुभारंभ किया। सरोवर मार्ग नोर्टिवपार्क में स्थित बीएचएमसी हॉस्पिटल एवं ट्रामा सेंटर क्षेत्रवासियों के लिए स्वास्थ्य की बेहतर सेवाएं प्रदान कर रहा है। यहां ऑपरेशन थियेटर, आईसीयू, इमरजेंसी जैसी सभी आवश्यक सुविधाएं उपलब्ध है। साथ ही अस्पताल में प्रधानमंत्री जन आरोग्य योजना के अंतर्गत आयुष्मान कार्ड योजना में फ्री ग्रांक इलाज ही है। अब चिकित्सा क्षेत्र में नए विकल्पों के लिए इस बड़े अस्पताल उपलब्ध होने वाली सुविधाओं में भी सुधार किया गया है। इसी क्रम में अस्पताल प्रबंधन द्वारा पत्रकार वार्ता का आयोजन किया गया। इसमें अस्पताल के संचालक डॉ. विशाल सिंह बघेल, डॉ. पुनम सिंह राजपूत, डॉ. रवींद्र राठौर ने पत्रकारों से चर्चा की।: [16, 673, 164, 921]
- right-teaser-title[interactable]: मुख्यमंत्री जनविश्वास अभियान शिविर में 212 नागरिकों का हुआ स्वास्थ्य परीक्षण: [742, 20, 1082, 34]
- building-icon: [951, 1392, 1264, 1430]
- ladli-highlight-head: महिलाओं तक पहुंची 65 हजार करोड़ से अधिक की राशि: [470, 1620, 720, 1634]
- city-label: भोपाल: [1180, 74, 1215, 90]
- offer-line1: भारी: [1059, 1732, 1087, 1751]
- lead-photo-podium: [545, 381, 601, 451]
- royal-ad-title: ROYAL PROPERTY & CONSULTANCY: [951, 1339, 1264, 1361]
- left-teaser-text: हरदा, ईएमएस। नगर पालिका परिषद हरदा द्वारा शनिवार को लोक कल्याण मेले का आयोजन किया गया। मेले में प्रधानमंत्री स्वनिधि योजना अंतर्गत पथ विक्रेताओं के प्रथम, द्वितीय एवं तृतीय चरण के ऋण आवेदनों तथा क्रेडिट कार्ड के लिये आवेदन लिये गये। साथ ही स्वनिधि से समृद्धि योजना के तहत पथ विक्रेताओं की प्रोफाइलिंग कर उन्हें विभिन्न शासकीय योजनाओं से जोड़ा गया।: [160, 41, 500, 88]
